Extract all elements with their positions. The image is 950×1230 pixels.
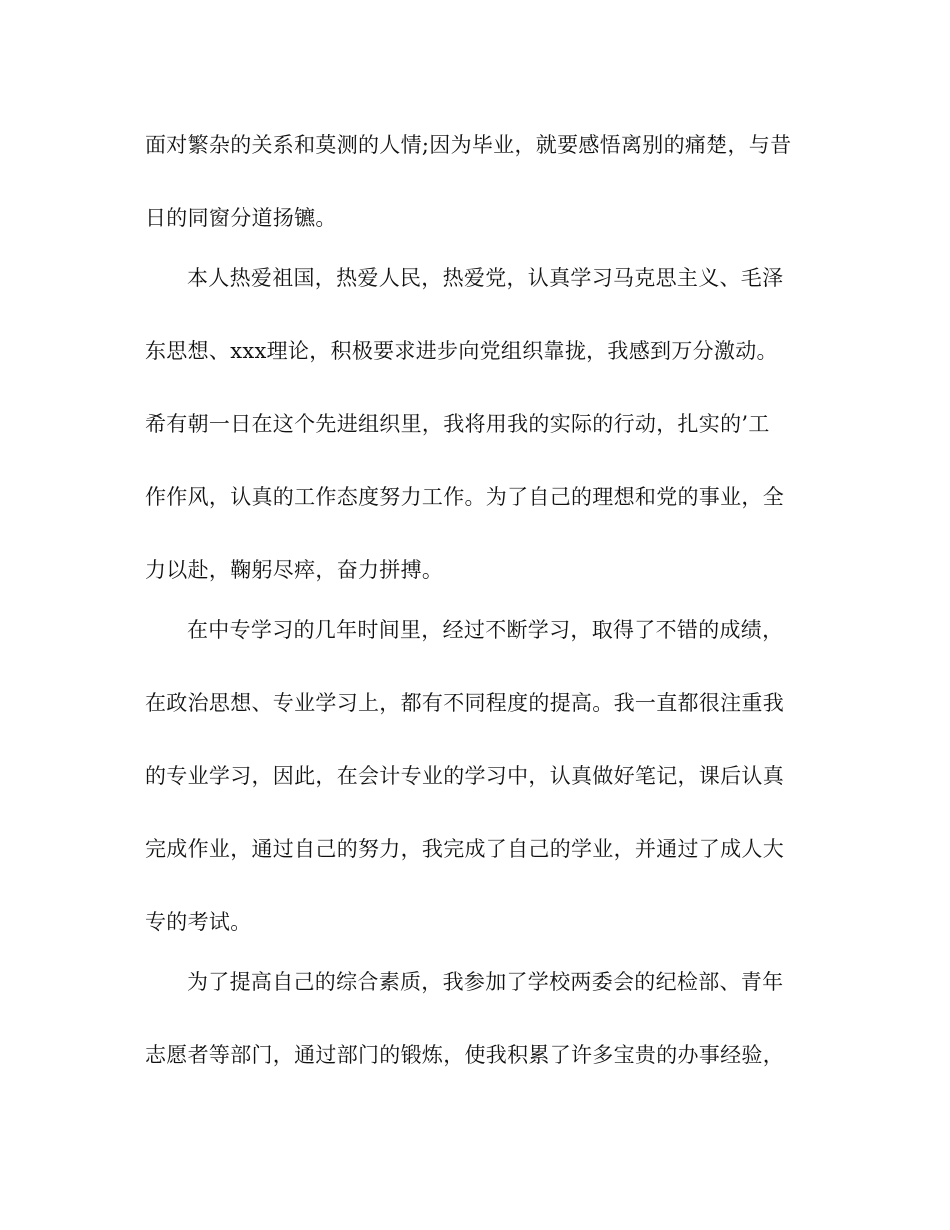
text-line: 志愿者等部门，通过部门的锻炼，使我积累了许多宝贵的办事经验， [145, 1043, 784, 1067]
text-line: 的专业学习，因此，在会计专业的学习中，认真做好笔记，课后认真 [145, 764, 784, 788]
text-line: 东思想、xxx理论，积极要求进步向党组织靠拢，我感到万分激动。 [145, 339, 778, 363]
paragraph-start-line: 在中专学习的几年时间里，经过不断学习，取得了不错的成绩， [187, 618, 784, 642]
text-line: 作作风，认真的工作态度努力工作。为了自己的理想和党的事业，全 [145, 485, 784, 509]
text-line: 完成作业，通过自己的努力，我完成了自己的学业，并通过了成人大 [145, 837, 784, 861]
text-line: 希有朝一日在这个先进组织里，我将用我的实际的行动，扎实的’工 [145, 412, 770, 436]
text-line: 面对繁杂的关系和莫测的人情;因为毕业，就要感悟离别的痛楚，与昔 [145, 133, 792, 157]
text-line: 力以赴，鞠躬尽瘁，奋力拼搏。 [145, 558, 444, 582]
text-line: 日的同窗分道扬镳。 [145, 206, 337, 230]
text-line: 专的考试。 [145, 910, 252, 934]
text-line: 在政治思想、专业学习上，都有不同程度的提高。我一直都很注重我 [145, 691, 784, 715]
paragraph-start-line: 本人热爱祖国，热爱人民，热爱党，认真学习马克思主义、毛泽 [187, 266, 784, 290]
paragraph-start-line: 为了提高自己的综合素质，我参加了学校两委会的纪检部、青年 [187, 970, 784, 994]
